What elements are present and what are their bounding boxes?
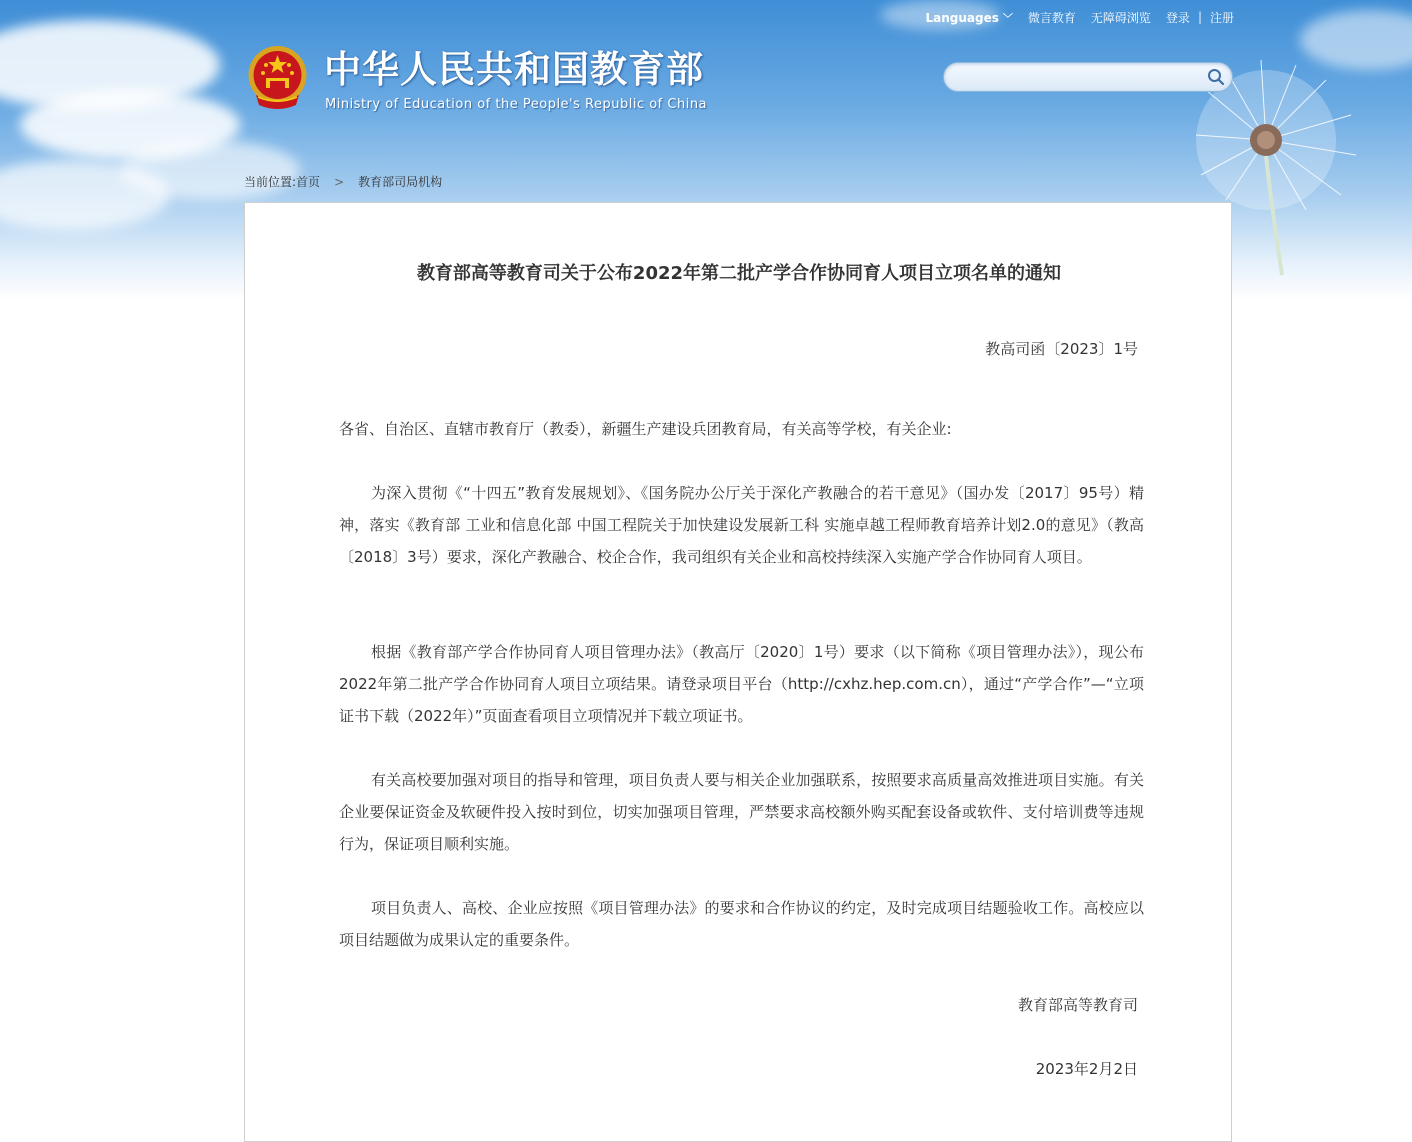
breadcrumb-label: 当前位置: — [244, 175, 297, 189]
site-title[interactable]: 中华人民共和国教育部 — [324, 48, 704, 91]
search-input[interactable] — [956, 66, 1200, 90]
register-link[interactable]: 注册 — [1209, 10, 1234, 25]
national-emblem-icon[interactable] — [246, 45, 309, 113]
breadcrumb — [244, 173, 442, 190]
breadcrumb-home[interactable]: 首页 — [296, 175, 321, 189]
article-paragraph-1: 为深入贯彻《“十四五”教育发展规划》、《国务院办公厅关于深化产教融合的若干意见》（国办发〔2017〕95号）精神，落实《教育部 工业和信息化部 中国工程院关于加快建设发展新工科 实施卓越工程师教育培养计划2.0的意见》（教高〔2018〕3号）要求，深化产教融合、校企合作，我司组织有关企业和高校持续深入实施产学合作协同育人项目。 — [339, 484, 1144, 566]
breadcrumb-current[interactable]: 教育部司局机构 — [358, 175, 443, 189]
search-box — [943, 62, 1233, 92]
nav-separator: | — [1197, 10, 1202, 24]
article-paragraph-3: 有关高校要加强对项目的指导和管理，项目负责人要与相关企业加强联系，按照要求高质量高效推进项目实施。有关企业要保证资金及软硬件投入按时到位，切实加强项目管理，严禁要求高校额外购买配套设备或软件、支付培训费等违规行为，保证项目顺利实施。 — [339, 771, 1144, 853]
article-paragraph-4: 项目负责人、高校、企业应按照《项目管理办法》的要求和合作协议的约定，及时完成项目结题验收工作。高校应以项目结题做为成果认定的重要条件。 — [339, 899, 1144, 949]
search-icon[interactable] — [1206, 67, 1226, 87]
article-recipient: 各省、自治区、直辖市教育厅（教委），新疆生产建设兵团教育局，有关高等学校，有关企业: — [339, 420, 952, 438]
site-title-english: Ministry of Education of the People's Republic of China — [325, 97, 708, 112]
top-navigation — [926, 9, 1235, 25]
accessibility-link[interactable]: 无障碍浏览 — [1090, 10, 1151, 25]
document-number: 教高司函〔2023〕1号 — [985, 340, 1138, 358]
breadcrumb-arrow-icon: > — [334, 175, 345, 189]
languages-menu[interactable]: Languages ﹀ — [925, 10, 1013, 25]
weibo-link[interactable]: 微言教育 — [1027, 10, 1076, 25]
article-container — [244, 202, 1232, 1142]
login-link[interactable]: 登录 — [1165, 10, 1190, 25]
article-paragraph-2: 根据《教育部产学合作协同育人项目管理办法》（教高厅〔2020〕1号）要求（以下简称《项目管理办法》），现公布2022年第二批产学合作协同育人项目立项结果。请登录项目平台（http://cxhz.hep.com.cn），通过“产学合作”—“立项证书下载（2022年）”页面查看项目立项情况并下载立项证书。 — [339, 643, 1144, 725]
article-title: 教育部高等教育司关于公布2022年第二批产学合作协同育人项目立项名单的通知 — [416, 263, 1062, 284]
article-signer: 教育部高等教育司 — [1017, 996, 1138, 1014]
chevron-down-icon: ﹀ — [1002, 13, 1013, 25]
article-date: 2023年2月2日 — [1035, 1060, 1138, 1078]
